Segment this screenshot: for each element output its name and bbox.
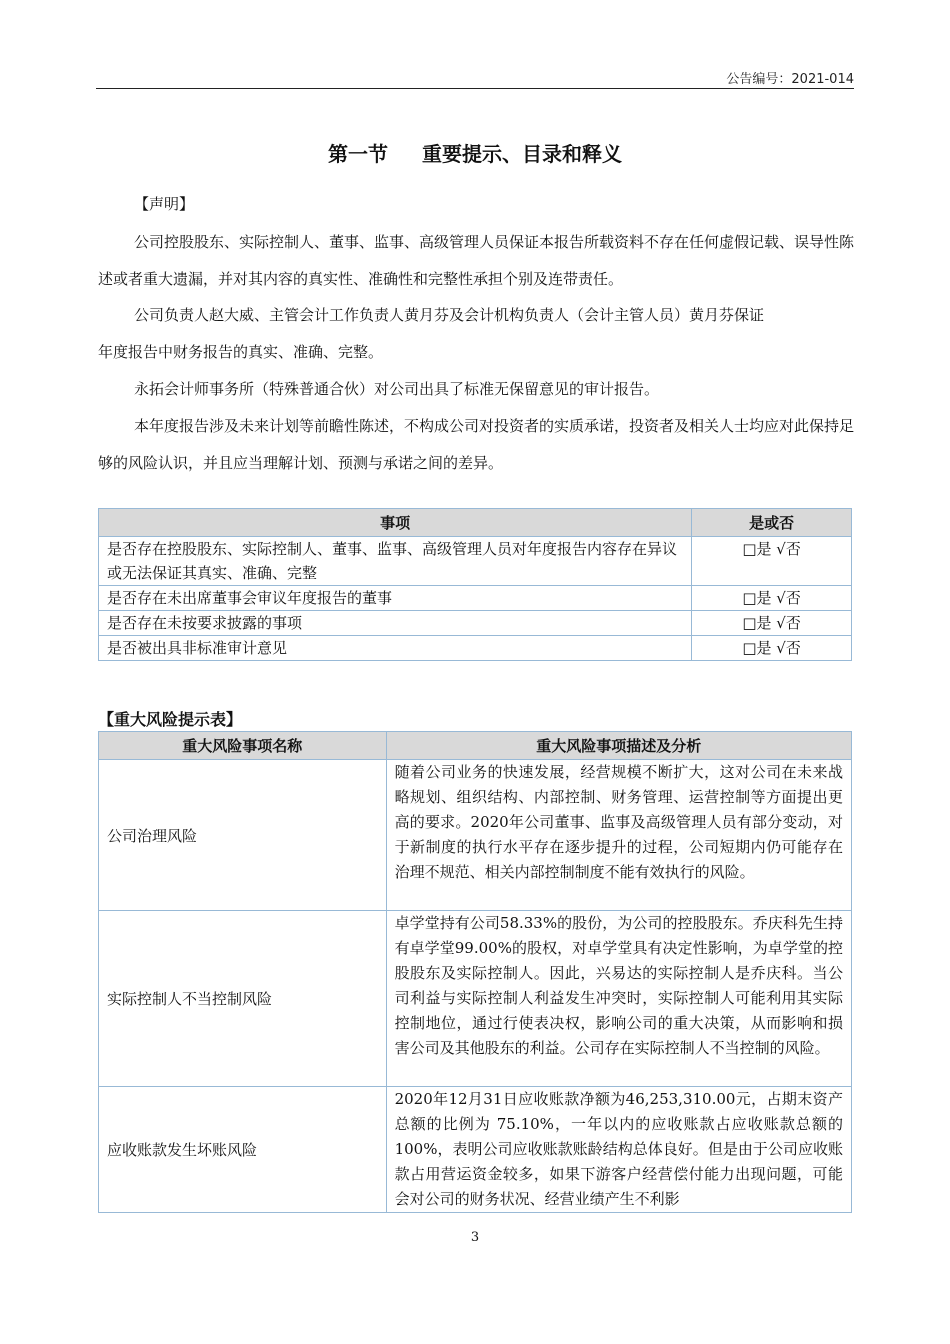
- matter-answer: □是 √否: [692, 537, 852, 586]
- column-header-risk-desc: 重大风险事项描述及分析: [386, 732, 851, 760]
- risk-description: 随着公司业务的快速发展，经营规模不断扩大，这对公司在未来战略规划、组织结构、内部控制、财务管理、运营控制等方面提出更高的要求。2020年公司董事、监事及高级管理人员有部分变动，对于新制度的执行水平存在逐步提升的过程，公司短期内仍可能存在治理不规范、相关内部控制制度不能有效执行的风险。: [386, 760, 851, 911]
- risk-name: 实际控制人不当控制风险: [99, 911, 387, 1087]
- table-row: [99, 636, 852, 661]
- table-row: [99, 911, 852, 1087]
- matter-item: 是否被出具非标准审计意见: [99, 636, 692, 661]
- statement-label: 【声明】: [134, 195, 195, 213]
- table-header-row: [99, 509, 852, 537]
- risk-description: 2020年12月31日应收账款净额为46,253,310.00元，占期末资产总额的比例为 75.10%，一年以内的应收账款占应收账款总额的 100%，表明公司应收账款账龄结构总体良好。但是由于公司应收账款占用营运资金较多，如果下游客户经营偿付能力出现问题，可能会对公司的财务状况、经营业绩产生不利影: [386, 1087, 851, 1213]
- column-header-answer: 是或否: [692, 509, 852, 537]
- table-row: [99, 611, 852, 636]
- statement-paragraph-2a: 公司负责人赵大威、主管会计工作负责人黄月芬及会计机构负责人（会计主管人员）黄月芬保证: [134, 306, 765, 324]
- matters-table: [98, 508, 852, 661]
- matter-answer: □是 √否: [692, 586, 852, 611]
- risk-name: 公司治理风险: [99, 760, 387, 911]
- matter-item: 是否存在控股股东、实际控制人、董事、监事、高级管理人员对年度报告内容存在异议或无法保证其真实、准确、完整: [99, 537, 692, 586]
- section-title: [0, 138, 950, 167]
- statement-paragraph-4: 本年度报告涉及未来计划等前瞻性陈述，不构成公司对投资者的实质承诺，投资者及相关人士均应对此保持足够的风险认识，并且应当理解计划、预测与承诺之间的差异。: [98, 417, 855, 472]
- matter-answer: □是 √否: [692, 611, 852, 636]
- page-header: [96, 66, 854, 89]
- risk-name: 应收账款发生坏账风险: [99, 1087, 387, 1213]
- matter-answer: □是 √否: [692, 636, 852, 661]
- page-number: 3: [470, 1230, 480, 1245]
- matter-item: 是否存在未出席董事会审议年度报告的董事: [99, 586, 692, 611]
- statement-paragraph-3: 永拓会计师事务所（特殊普通合伙）对公司出具了标准无保留意见的审计报告。: [134, 380, 660, 398]
- table-row: [99, 760, 852, 911]
- risk-description: 卓学堂持有公司58.33%的股份，为公司的控股股东。乔庆科先生持有卓学堂99.00%的股权，对卓学堂具有决定性影响，为卓学堂的控股股东及实际控制人。因此，兴易达的实际控制人是乔庆科。当公司利益与实际控制人利益发生冲突时，实际控制人可能利用其实际控制地位，通过行使表决权，影响公司的重大决策，从而影响和损害公司及其他股东的利益。公司存在实际控制人不当控制的风险。: [386, 911, 851, 1087]
- section-name: 重要提示、目录和释义: [422, 142, 622, 166]
- statement-paragraph-1: 公司控股股东、实际控制人、董事、监事、高级管理人员保证本报告所载资料不存在任何虚假记载、误导性陈述或者重大遗漏，并对其内容的真实性、准确性和完整性承担个别及连带责任。: [98, 233, 855, 288]
- column-header-risk-name: 重大风险事项名称: [99, 732, 387, 760]
- table-row: [99, 1087, 852, 1213]
- risk-table: [98, 731, 852, 1213]
- column-header-item: 事项: [99, 509, 692, 537]
- table-row: [99, 586, 852, 611]
- risk-table-title: 【重大风险提示表】: [98, 710, 243, 729]
- statement-paragraph-2b: 年度报告中财务报告的真实、准确、完整。: [98, 343, 384, 361]
- table-row: [99, 537, 852, 586]
- matter-item: 是否存在未按要求披露的事项: [99, 611, 692, 636]
- section-number: 第一节: [328, 142, 388, 166]
- table-header-row: [99, 732, 852, 760]
- announcement-code: 公告编号：2021-014: [726, 72, 854, 87]
